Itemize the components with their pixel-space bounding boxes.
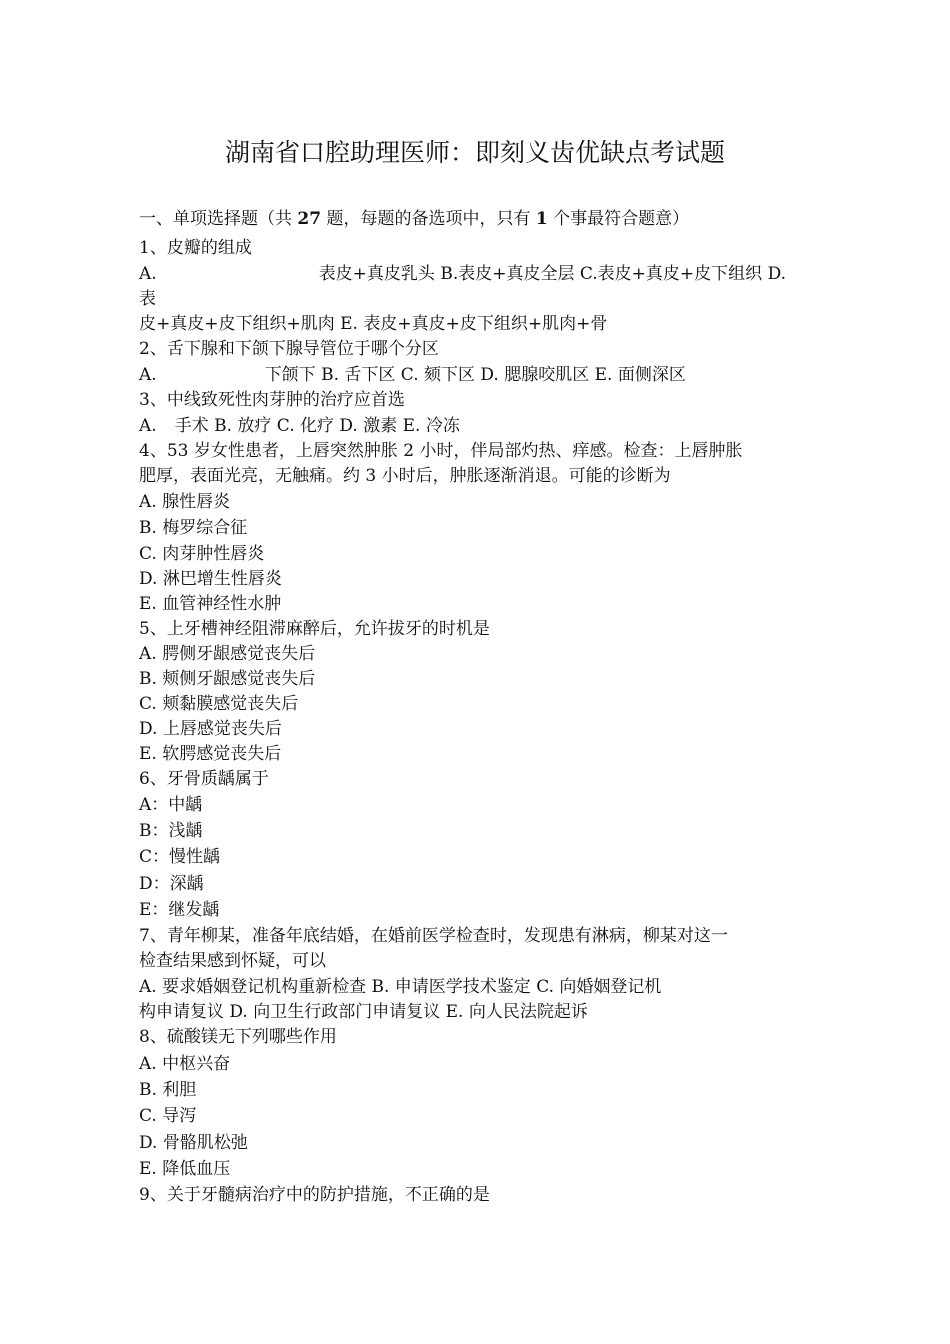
option-line [139,263,786,285]
option-line: A. 腭侧牙龈感觉丧失后 [139,644,316,664]
question-count: 27 [297,209,322,229]
question-stem: 检查结果感到怀疑，可以 [139,951,326,971]
option-line: E. 降低血压 [139,1159,231,1179]
option-line: C. 肉芽肿性唇炎 [139,544,265,564]
answer-count: 1 [535,209,548,229]
option-line: D：深龋 [139,874,204,894]
option-line [139,364,686,386]
option-label: A. [139,264,157,284]
section-heading-middle: 题，每题的备选项中，只有 [326,209,531,229]
option-line: D. 淋巴增生性唇炎 [139,569,282,589]
question-stem: 6、牙骨质龋属于 [139,769,269,789]
question-stem: 4、53 岁女性患者，上唇突然肿胀 2 小时，伴局部灼热、痒感。检查：上唇肿胀 [139,441,743,461]
option-line: A：中龋 [139,795,203,815]
question-stem: 9、关于牙髓病治疗中的防护措施，不正确的是 [139,1185,490,1205]
option-line: E：继发龋 [139,900,220,920]
option-text: 下颌下 B. 舌下区 C. 颏下区 D. 腮腺咬肌区 E. 面侧深区 [264,365,686,385]
option-line: C. 颊黏膜感觉丧失后 [139,694,299,714]
option-line: B：浅龋 [139,821,203,841]
option-line: 构申请复议 D. 向卫生行政部门申请复议 E. 向人民法院起诉 [139,1002,588,1022]
document-title: 湖南省口腔助理医师：即刻义齿优缺点考试题 [224,138,725,167]
option-text: 表皮+真皮乳头 B.表皮+真皮全层 C.表皮+真皮+皮下组织 D. [318,264,787,284]
section-heading-suffix: 个事最符合题意） [553,209,690,229]
option-line: A. 中枢兴奋 [139,1054,231,1074]
option-label: A. [139,416,157,436]
option-line: E. 软腭感觉丧失后 [139,744,282,764]
question-stem: 7、青年柳某，准备年底结婚，在婚前医学检查时，发现患有淋病，柳某对这一 [139,926,728,946]
option-line: D. 上唇感觉丧失后 [139,719,282,739]
section-heading-prefix: 一、单项选择题（共 [139,209,292,229]
question-stem: 8、硫酸镁无下列哪些作用 [139,1027,337,1047]
option-line: 表 [139,289,156,309]
question-stem: 3、中线致死性肉芽肿的治疗应首选 [139,390,405,410]
option-line [139,415,460,437]
option-line: A. 腺性唇炎 [139,492,231,512]
section-heading [139,208,689,230]
option-text: 手术 B. 放疗 C. 化疗 D. 激素 E. 冷冻 [174,416,460,436]
option-label: A. [139,365,157,385]
option-line: C. 导泻 [139,1106,197,1126]
option-line: B. 梅罗综合征 [139,518,248,538]
question-stem: 2、舌下腺和下颌下腺导管位于哪个分区 [139,339,439,359]
question-stem: 1、皮瓣的组成 [139,238,252,258]
question-stem: 肥厚，表面光亮，无触痛。约 3 小时后，肿胀逐渐消退。可能的诊断为 [139,466,671,486]
option-line: C：慢性龋 [139,847,221,867]
option-line: D. 骨骼肌松弛 [139,1133,248,1153]
option-line: B. 颊侧牙龈感觉丧失后 [139,669,316,689]
option-line: B. 利胆 [139,1080,197,1100]
question-stem: 5、上牙槽神经阻滞麻醉后，允许拔牙的时机是 [139,619,490,639]
option-line: A. 要求婚姻登记机构重新检查 B. 申请医学技术鉴定 C. 向婚姻登记机 [139,977,662,997]
option-line: 皮+真皮+皮下组织+肌肉 E. 表皮+真皮+皮下组织+肌肉+骨 [139,314,608,334]
option-line: E. 血管神经性水肿 [139,594,282,614]
